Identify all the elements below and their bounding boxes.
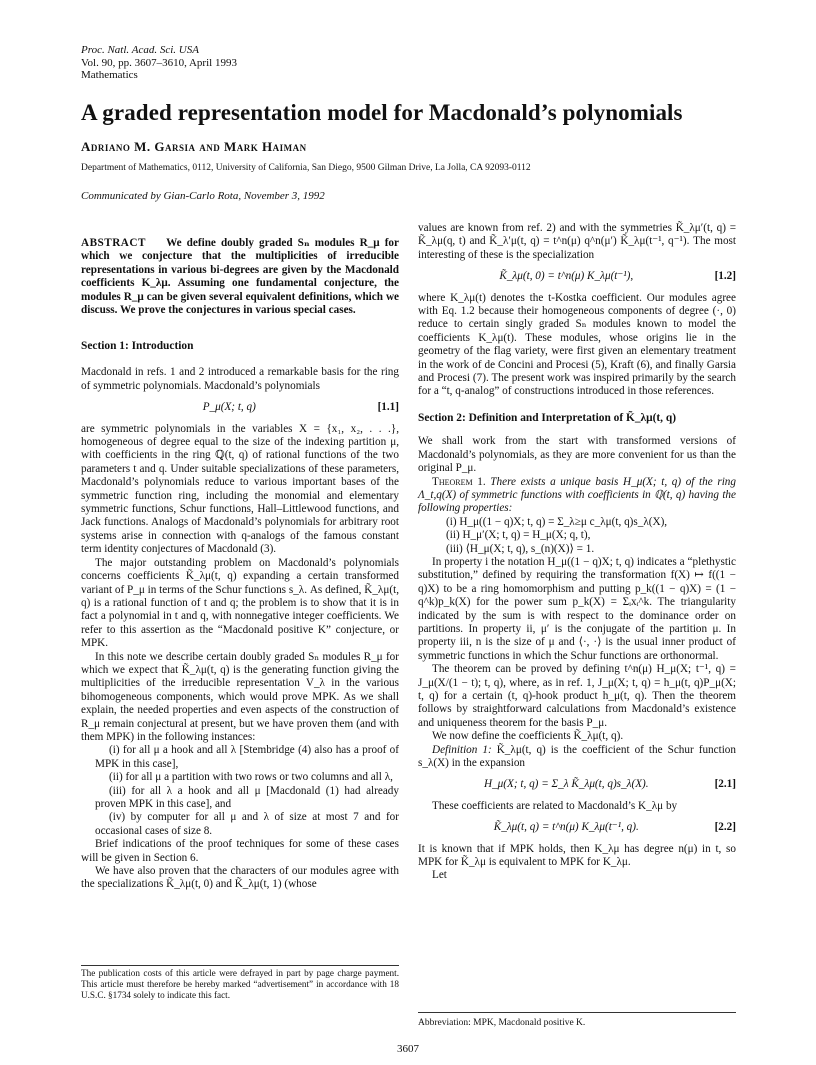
equation-1-2	[418, 270, 736, 283]
case-item: (ii) for all μ a partition with two rows or two columns and all λ,	[109, 771, 393, 784]
page-number: 3607	[397, 1043, 419, 1055]
section2-heading: Section 2: Definition and Interpretation of K̃_λμ(t, q)	[418, 411, 676, 424]
equation-number: [1.2]	[714, 270, 736, 283]
case-item: (i) for all μ a hook and all λ [Stembridge (4) also has a proof of MPK in this case],	[95, 744, 399, 770]
right-paragraph: In property i the notation H_μ((1 − q)X; t, q) indicates a “plethystic substitution,” defined by requiring the transformation f(X) ↦ f((1 − q)X) to be a ring homomorphism and putting p_k((1 − q)X) = (1 − q^k)p_k(X) for the power sum p_k(X) = Σᵢxᵢ^k. The triangularity indicated by the sum is with respect to the dominance order on partitions. In property ii, μ′ is the conjugate of the partition μ. In property iii, n is the size of μ and ⟨·, ·⟩ is the usual inner product of symmetric functions in which the Schur functions are orthonormal.	[418, 555, 736, 662]
abbreviation-note: Abbreviation: MPK, Macdonald positive K.	[418, 1018, 586, 1028]
equation-expression: K̃_λμ(t, q) = t^n(μ) K_λμ(t⁻¹, q).	[493, 821, 639, 834]
left-column	[81, 340, 399, 892]
property-item: (ii) H_μ′(X; t, q) = H_μ(X; q, t),	[446, 529, 591, 542]
communicated-by: Communicated by Gian-Carlo Rota, November 3, 1992	[81, 190, 325, 202]
publication-footnote: The publication costs of this article were defrayed in part by page charge payment. This article must therefore be hereby marked “advertisement” in accordance with 18 U.S.C. §1734 solely to indicate this fact.	[81, 968, 399, 1000]
equation-expression: P_μ(X; t, q)	[202, 401, 256, 414]
theorem-label: Theorem 1.	[432, 475, 486, 488]
equation-number: [2.2]	[714, 821, 736, 834]
right-paragraph: The theorem can be proved by defining t^n(μ) H_μ(X; t⁻¹, q) = J_μ(X/(1 − t); t, q), where, as in ref. 1, J_μ(X; t, q) = h_μ(t, q)P_μ(X; t, q) for a certain (t, q)-hook product h_μ(t, q). Then the theorem follows by straightforward calculations from Macdonald’s existence and uniqueness theorem for the basis P_μ.	[418, 663, 736, 729]
right-paragraph: Let	[432, 869, 447, 882]
property-item: (i) H_μ((1 − q)X; t, q) = Σ_λ≥μ c_λμ(t, q)s_λ(X),	[446, 515, 668, 528]
paper-authors: Adriano M. Garsia and Mark Haiman	[81, 139, 307, 154]
equation-number: [2.1]	[714, 778, 736, 791]
definition-1	[418, 744, 736, 771]
right-paragraph: values are known from ref. 2) and with the symmetries K̃_λμ′(t, q) = K̃_λμ(q, t) and K̃_λ′μ(t, q) = t^n(μ) q^n(μ′) K̃_λμ(t⁻¹, q⁻¹). The most interesting of these is the specialization	[418, 222, 736, 261]
equation-expression: H_μ(X; t, q) = Σ_λ K̃_λμ(t, q)s_λ(X).	[484, 778, 649, 791]
footnote-divider	[81, 965, 399, 966]
property-item: (iii) ⟨H_μ(X; t, q), s_(n)(X)⟩ = 1.	[446, 542, 595, 555]
journal-subject: Mathematics	[81, 69, 138, 81]
equation-number: [1.1]	[377, 401, 399, 414]
right-paragraph: where K_λμ(t) denotes the t-Kostka coefficient. Our modules agree with Eq. 1.2 because their homogeneous components of degree (·, 0) reduce to certain singly graded Sₙ modules known to model the coefficients K_λμ(t). These modules, whose origins lie in the geometry of the flag variety, were first given an elementary treatment in the work of de Concini and Procesi (5), Kraft (6), and finally Garsia and Procesi (7). The present work was inspired primarily by the search for a “t, q-analog” of constructions introduced in those references.	[418, 291, 736, 398]
right-paragraph: We now define the coefficients K̃_λμ(t, q).	[432, 730, 624, 743]
case-item: (iii) for all λ a hook and all μ [Macdonald (1) had already proven MPK in this case], and	[95, 784, 399, 810]
abstract-text: We define doubly graded Sₙ modules R_μ for which we conjecture that the multiplicities of irreducible representations in various bi-degrees are given by the Macdonald coefficients K_λμ. Assuming one fundamental conjecture, the modules R_μ can be given several equivalent definitions, which we discuss. We prove the conjectures in various special cases.	[81, 237, 399, 317]
definition-text: K̃_λμ(t, q) is the coefficient of the Schur function s_λ(X) in the expansion	[418, 743, 736, 770]
right-column	[418, 222, 736, 883]
section1-heading: Section 1: Introduction	[81, 340, 194, 352]
journal-name: Proc. Natl. Acad. Sci. USA	[81, 44, 199, 56]
equation-2-1	[418, 778, 736, 791]
section1-paragraph: are symmetric polynomials in the variables X = {x₁, x₂, . . .}, homogeneous of degree equal to the size of the indexing partition μ, with coefficients in the ring ℚ(t, q) of rational functions of the two parameters t and q. Under suitable specializations of these parameters, Macdonald’s polynomials reduce to various important bases of the symmetric function ring, including the monomial and elementary symmetric functions, Schur functions, Hall–Littlewood functions, and Jack functions. Analogs of Macdonald’s polynomials for arbitrary root systems arise in connection with q-analogs of the famous constant term identity conjectures of Macdonald (3).	[81, 422, 399, 556]
journal-volume: Vol. 90, pp. 3607–3610, April 1993	[81, 56, 237, 69]
section1-paragraph: Brief indications of the proof techniques for some of these cases will be given in Section 6.	[81, 838, 399, 864]
right-paragraph: We shall work from the start with transformed versions of Macdonald’s polynomials, as they are more convenient for us than the original P_μ.	[418, 435, 736, 475]
right-paragraph: These coefficients are related to Macdonald’s K_λμ by	[432, 799, 678, 812]
abstract	[81, 237, 399, 317]
definition-label: Definition 1:	[432, 743, 492, 756]
section1-paragraph: Macdonald in refs. 1 and 2 introduced a remarkable basis for the ring of symmetric polynomials. Macdonald’s polynomials	[81, 366, 399, 392]
section1-paragraph: We have also proven that the characters of our modules agree with the specializations K̃_λμ(t, 0) and K̃_λμ(t, 1) (whose	[81, 865, 399, 891]
abstract-label: ABSTRACT	[81, 237, 146, 249]
abbreviation-divider	[418, 1012, 736, 1013]
paper-title: A graded representation model for Macdonald’s polynomials	[81, 100, 683, 125]
journal-header	[81, 44, 237, 82]
affiliation: Department of Mathematics, 0112, University of California, San Diego, 9500 Gilman Drive, La Jolla, CA 92093-0112	[81, 163, 531, 173]
theorem-1	[418, 476, 736, 516]
right-paragraph: It is known that if MPK holds, then K_λμ has degree n(μ) in t, so MPK for K̃_λμ is equivalent to MPK for K_λμ.	[418, 842, 736, 869]
theorem-text: There exists a unique basis H_μ(X; t, q) of the ring Λ_t,q(X) of symmetric functions with coefficients in ℚ(t, q) having the following properties:	[418, 475, 736, 515]
case-item: (iv) by computer for all μ and λ of size at most 7 and for occasional cases of size 8.	[95, 811, 399, 837]
section1-paragraph: The major outstanding problem on Macdonald’s polynomials concerns coefficients K̃_λμ(t, q) expanding a certain transformed variant of P_μ in terms of the Schur functions s_λ. As defined, K̃_λμ(t, q) is a rational function of t and q; the problem is to show that it is in fact a polynomial in t and q, with nonnegative integer coefficients. We refer to this assertion as the “Macdonald positive K” conjecture, or MPK.	[81, 556, 399, 650]
equation-expression: K̃_λμ(t, 0) = t^n(μ) K_λμ(t⁻¹),	[499, 270, 634, 283]
section1-paragraph: In this note we describe certain doubly graded Sₙ modules R_μ for which we expect that K̃_λμ(t, q) is the generating function giving the multiplicities of the irreducible representation V_λ in the various bihomogeneous components, which would prove MPK. As we shall explain, the needed properties and even aspects of the construction of R_μ remain conjectural at present, but we have proven them (and with them MPK) in the following instances:	[81, 650, 399, 743]
equation-2-2	[418, 821, 736, 834]
equation-1-1	[81, 401, 399, 414]
